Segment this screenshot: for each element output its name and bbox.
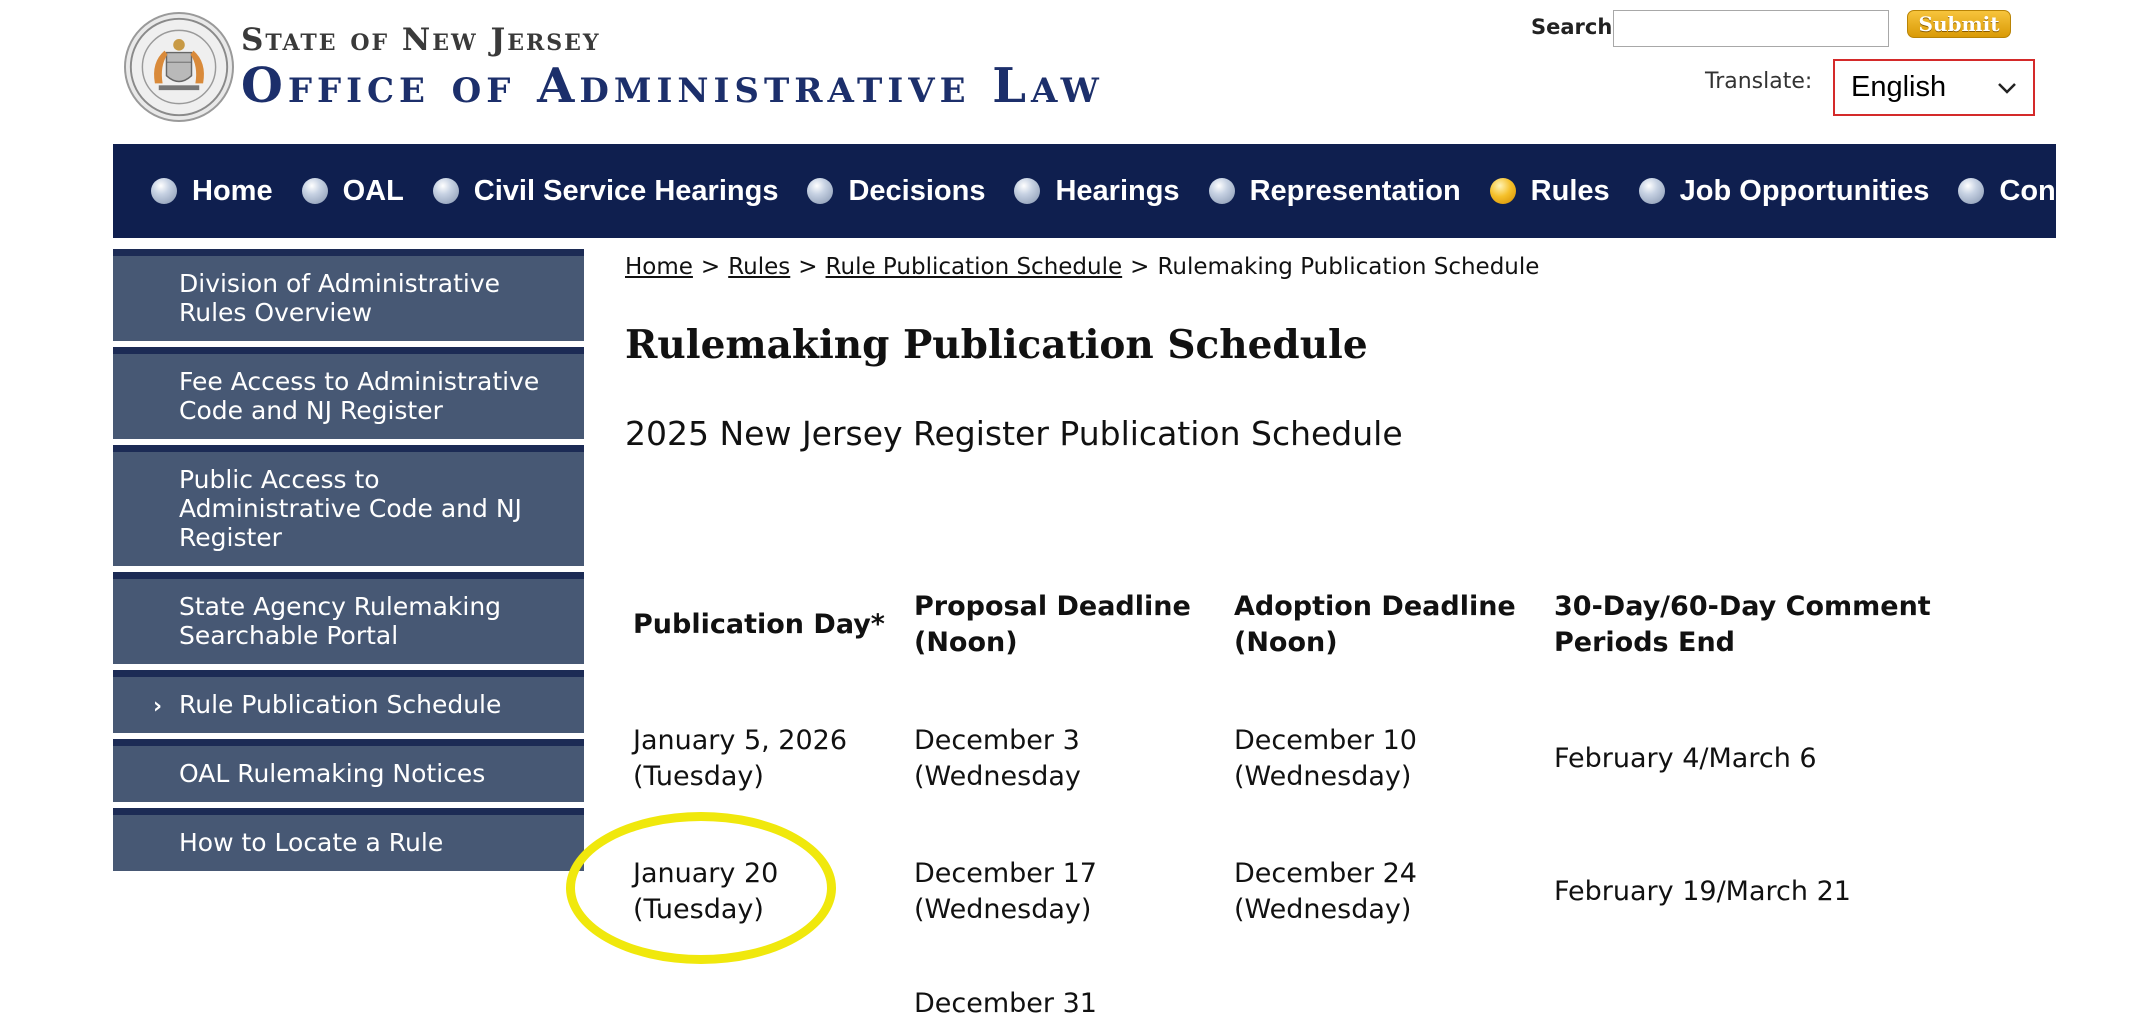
cell-proposal-weekday: (Wednesday) [914,894,1092,925]
nav-bullet-icon [151,178,177,204]
column-header-publication-day: Publication Day* [633,609,885,640]
search-label: Search [1531,15,1613,39]
nav-item-hearings[interactable] [1014,175,1179,208]
language-select[interactable] [1833,59,2035,116]
sidebar-item-fee-access[interactable] [113,347,584,439]
sidebar-item-rule-publication-schedule[interactable] [113,670,584,733]
nav-bullet-icon [1209,178,1235,204]
nav-label: Civil Service Hearings [473,174,779,207]
cell-publication-weekday: (Tuesday) [633,894,764,925]
breadcrumb-link-rules[interactable]: Rules [728,254,791,280]
sidebar-item-rulemaking-notices[interactable] [113,739,584,802]
breadcrumb-separator: > [798,254,818,280]
nj-state-seal-icon [124,12,234,122]
cell-proposal-deadline: December 17 [914,858,1097,889]
breadcrumb-current: Rulemaking Publication Schedule [1157,254,1540,280]
nav-bullet-icon [1958,178,1984,204]
nav-bullet-icon [1014,178,1040,204]
nav-label: Home [192,174,273,207]
sidebar-item-label: State Agency Rulemaking Searchable Portal [179,592,502,650]
breadcrumb-link-rule-publication-schedule[interactable]: Rule Publication Schedule [825,254,1123,280]
sidebar [113,249,584,877]
nav-item-contact-us[interactable] [1958,175,2152,208]
state-name: State of New Jersey [241,22,601,58]
translate-label: Translate: [1705,69,1813,94]
nav-label: Hearings [1055,174,1180,207]
sidebar-item-division-overview[interactable] [113,249,584,341]
nav-bullet-icon [433,178,459,204]
sidebar-item-label: Rule Publication Schedule [179,690,502,719]
nav-bullet-icon [302,178,328,204]
column-header-comment-periods: 30-Day/60-Day Comment Periods End [1554,591,1931,658]
page-title: Rulemaking Publication Schedule [625,322,1368,368]
breadcrumb [625,254,1539,280]
sidebar-item-label: Fee Access to Administrative Code and NJ Register [179,367,540,425]
sidebar-item-label: Division of Administrative Rules Overview [179,269,501,327]
nav-item-rules[interactable] [1490,175,1610,208]
nav-label: Contact Us [1999,174,2152,207]
office-title: Office of Administrative Law [241,58,1104,114]
cell-adoption-deadline: December 24 [1234,858,1417,889]
sidebar-item-public-access[interactable] [113,445,584,566]
cell-proposal-weekday: (Wednesday [914,761,1081,792]
cell-comment-periods: February 4/March 6 [1554,743,1817,774]
cell-adoption-weekday: (Wednesday) [1234,894,1412,925]
cell-proposal-deadline: December 3 [914,725,1080,756]
submit-button[interactable]: Submit [1907,10,2011,38]
sidebar-item-label: Public Access to Administrative Code and NJ Register [179,465,522,552]
current-page-marker-icon: › [153,694,163,719]
nav-label: Job Opportunities [1679,174,1930,207]
nav-item-representation[interactable] [1209,175,1461,208]
cell-publication-day: January 5, 2026 [633,725,847,756]
nav-label: Representation [1249,174,1461,207]
sidebar-item-agency-portal[interactable] [113,572,584,664]
language-select-value: English [1851,71,1947,103]
breadcrumb-separator: > [1130,254,1150,280]
page-subtitle: 2025 New Jersey Register Publication Schedule [625,414,1403,453]
chevron-down-icon [1997,81,2017,95]
sidebar-item-label: How to Locate a Rule [179,828,444,857]
nav-bullet-icon [1639,178,1665,204]
nav-label: Rules [1530,174,1610,207]
main-nav [113,144,2152,238]
cell-adoption-deadline: December 10 [1234,725,1417,756]
sidebar-item-label: OAL Rulemaking Notices [179,759,486,788]
cell-publication-weekday: (Tuesday) [633,761,764,792]
cell-publication-day: January 20 [633,858,779,889]
nav-item-oal[interactable] [302,175,404,208]
nav-item-job-opportunities[interactable] [1639,175,1930,208]
search-input[interactable] [1613,10,1889,47]
nav-item-decisions[interactable] [807,175,985,208]
nav-label: Decisions [848,174,986,207]
column-header-proposal-deadline: Proposal Deadline (Noon) [914,591,1191,658]
cell-comment-periods: February 19/March 21 [1554,876,1851,907]
nav-item-home[interactable] [151,175,273,208]
breadcrumb-separator: > [700,254,721,280]
nav-label: OAL [342,174,404,207]
cell-proposal-deadline-partial: December 31 [914,988,1097,1019]
cell-adoption-weekday: (Wednesday) [1234,761,1412,792]
sidebar-item-locate-rule[interactable] [113,808,584,871]
nav-bullet-active-icon [1490,178,1516,204]
column-header-adoption-deadline: Adoption Deadline (Noon) [1234,591,1516,658]
breadcrumb-link-home[interactable]: Home [625,254,693,280]
nav-bullet-icon [807,178,833,204]
nav-item-civil-service-hearings[interactable] [433,175,779,208]
